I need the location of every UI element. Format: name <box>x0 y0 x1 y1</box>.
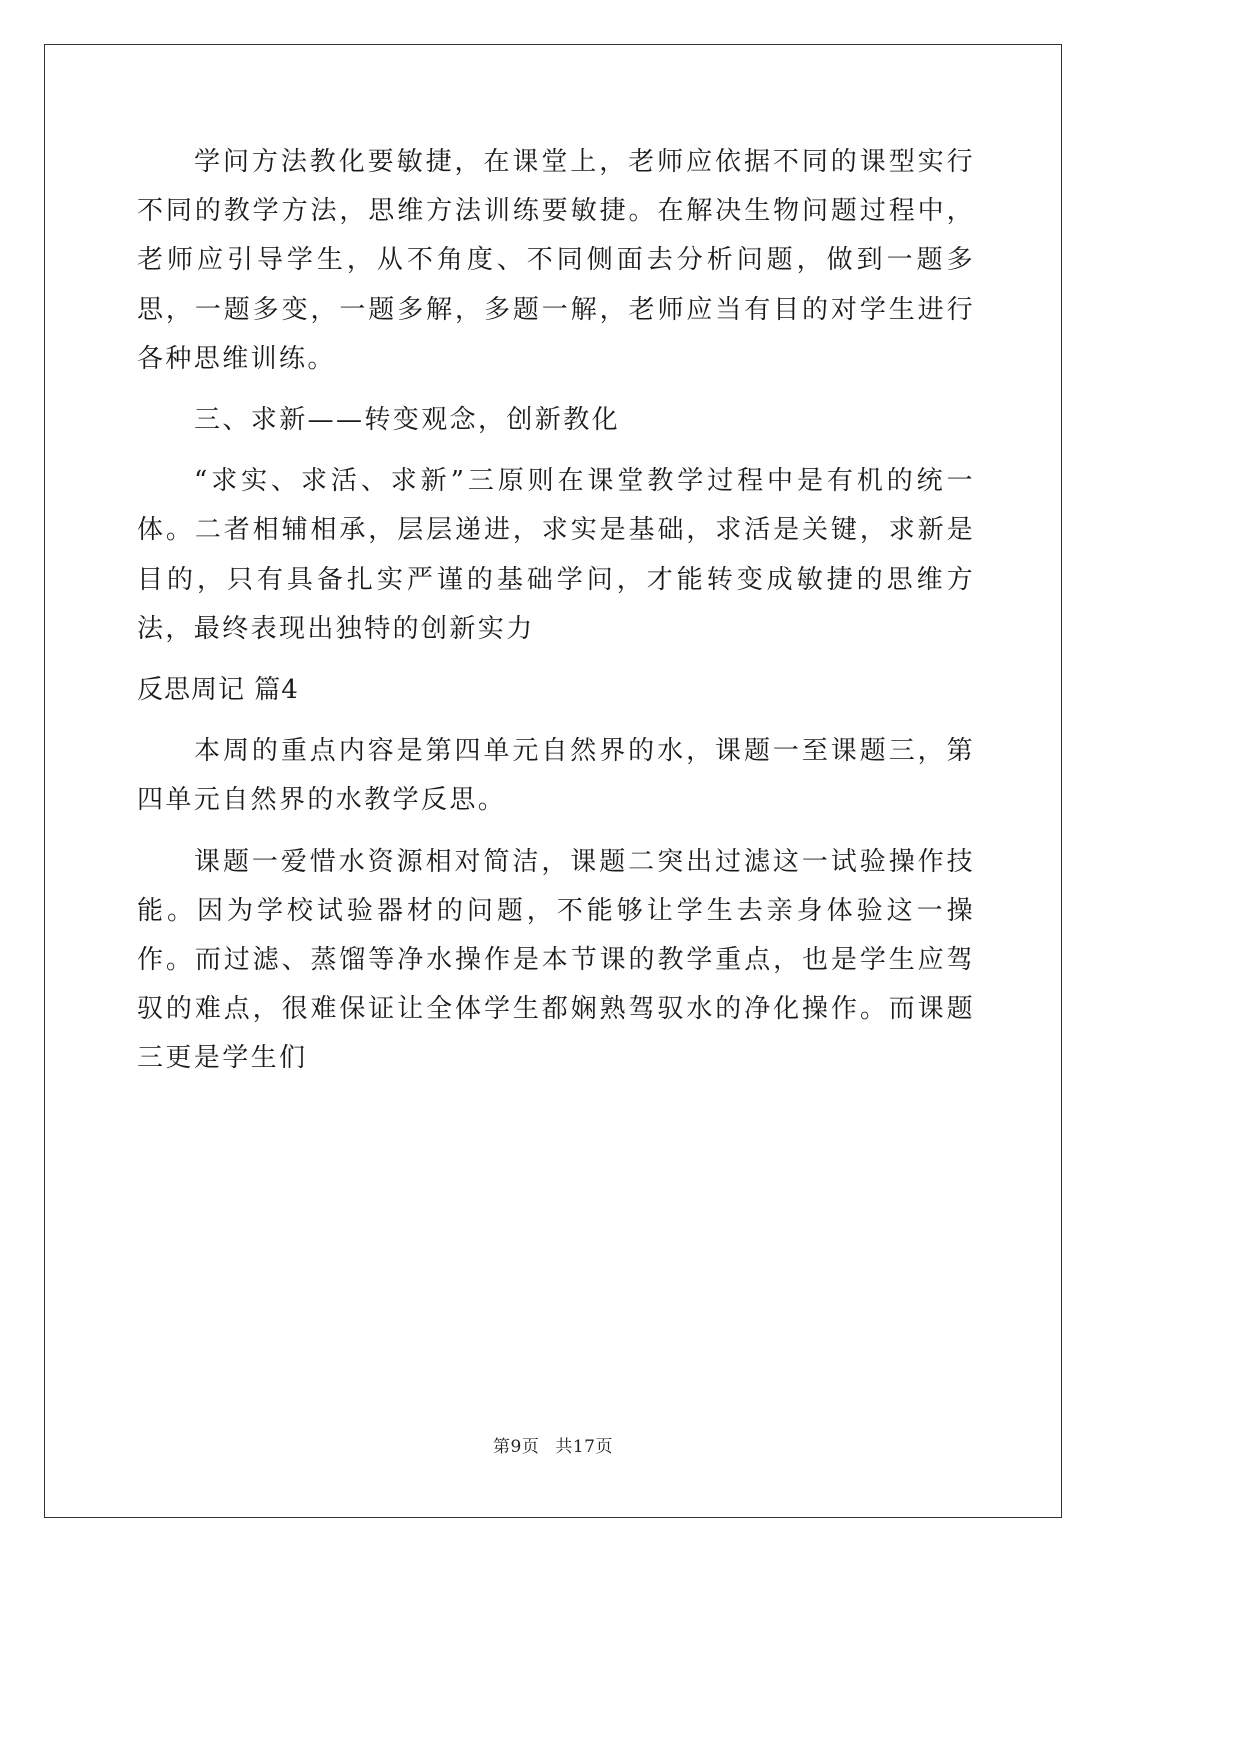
page-footer <box>0 1432 1106 1457</box>
paragraph: 本周的重点内容是第四单元自然界的水，课题一至课题三，第四单元自然界的水教学反思。 <box>137 736 975 816</box>
subheading: 三、求新——转变观念，创新教化 <box>194 405 621 436</box>
section-title: 反思周记 篇4 <box>137 675 299 706</box>
total-pages: 共17页 <box>555 1437 613 1457</box>
paragraph: 学问方法教化要敏捷，在课堂上，老师应依据不同的课型实行不同的教学方法，思维方法训练要敏捷。在解决生物问题过程中，老师应引导学生，从不角度、不同侧面去分析问题，做到一题多思，一题多变，一题多解，多题一解，老师应当有目的对学生进行各种思维训练。 <box>137 147 975 374</box>
document-body <box>137 138 975 1084</box>
paragraph: “求实、求活、求新”三原则在课堂教学过程中是有机的统一体。二者相辅相承，层层递进，求实是基础，求活是关键，求新是目的，只有具备扎实严谨的基础学问，才能转变成敏捷的思维方法，最终表现出独特的创新实力 <box>137 466 975 644</box>
paragraph: 课题一爱惜水资源相对简洁，课题二突出过滤这一试验操作技能。因为学校试验器材的问题，不能够让学生去亲身体验这一操作。而过滤、蒸馏等净水操作是本节课的教学重点，也是学生应驾驭的难点，很难保证让全体学生都娴熟驾驭水的净化操作。而课题三更是学生们 <box>137 846 975 1074</box>
page-number: 第9页 <box>493 1437 540 1457</box>
